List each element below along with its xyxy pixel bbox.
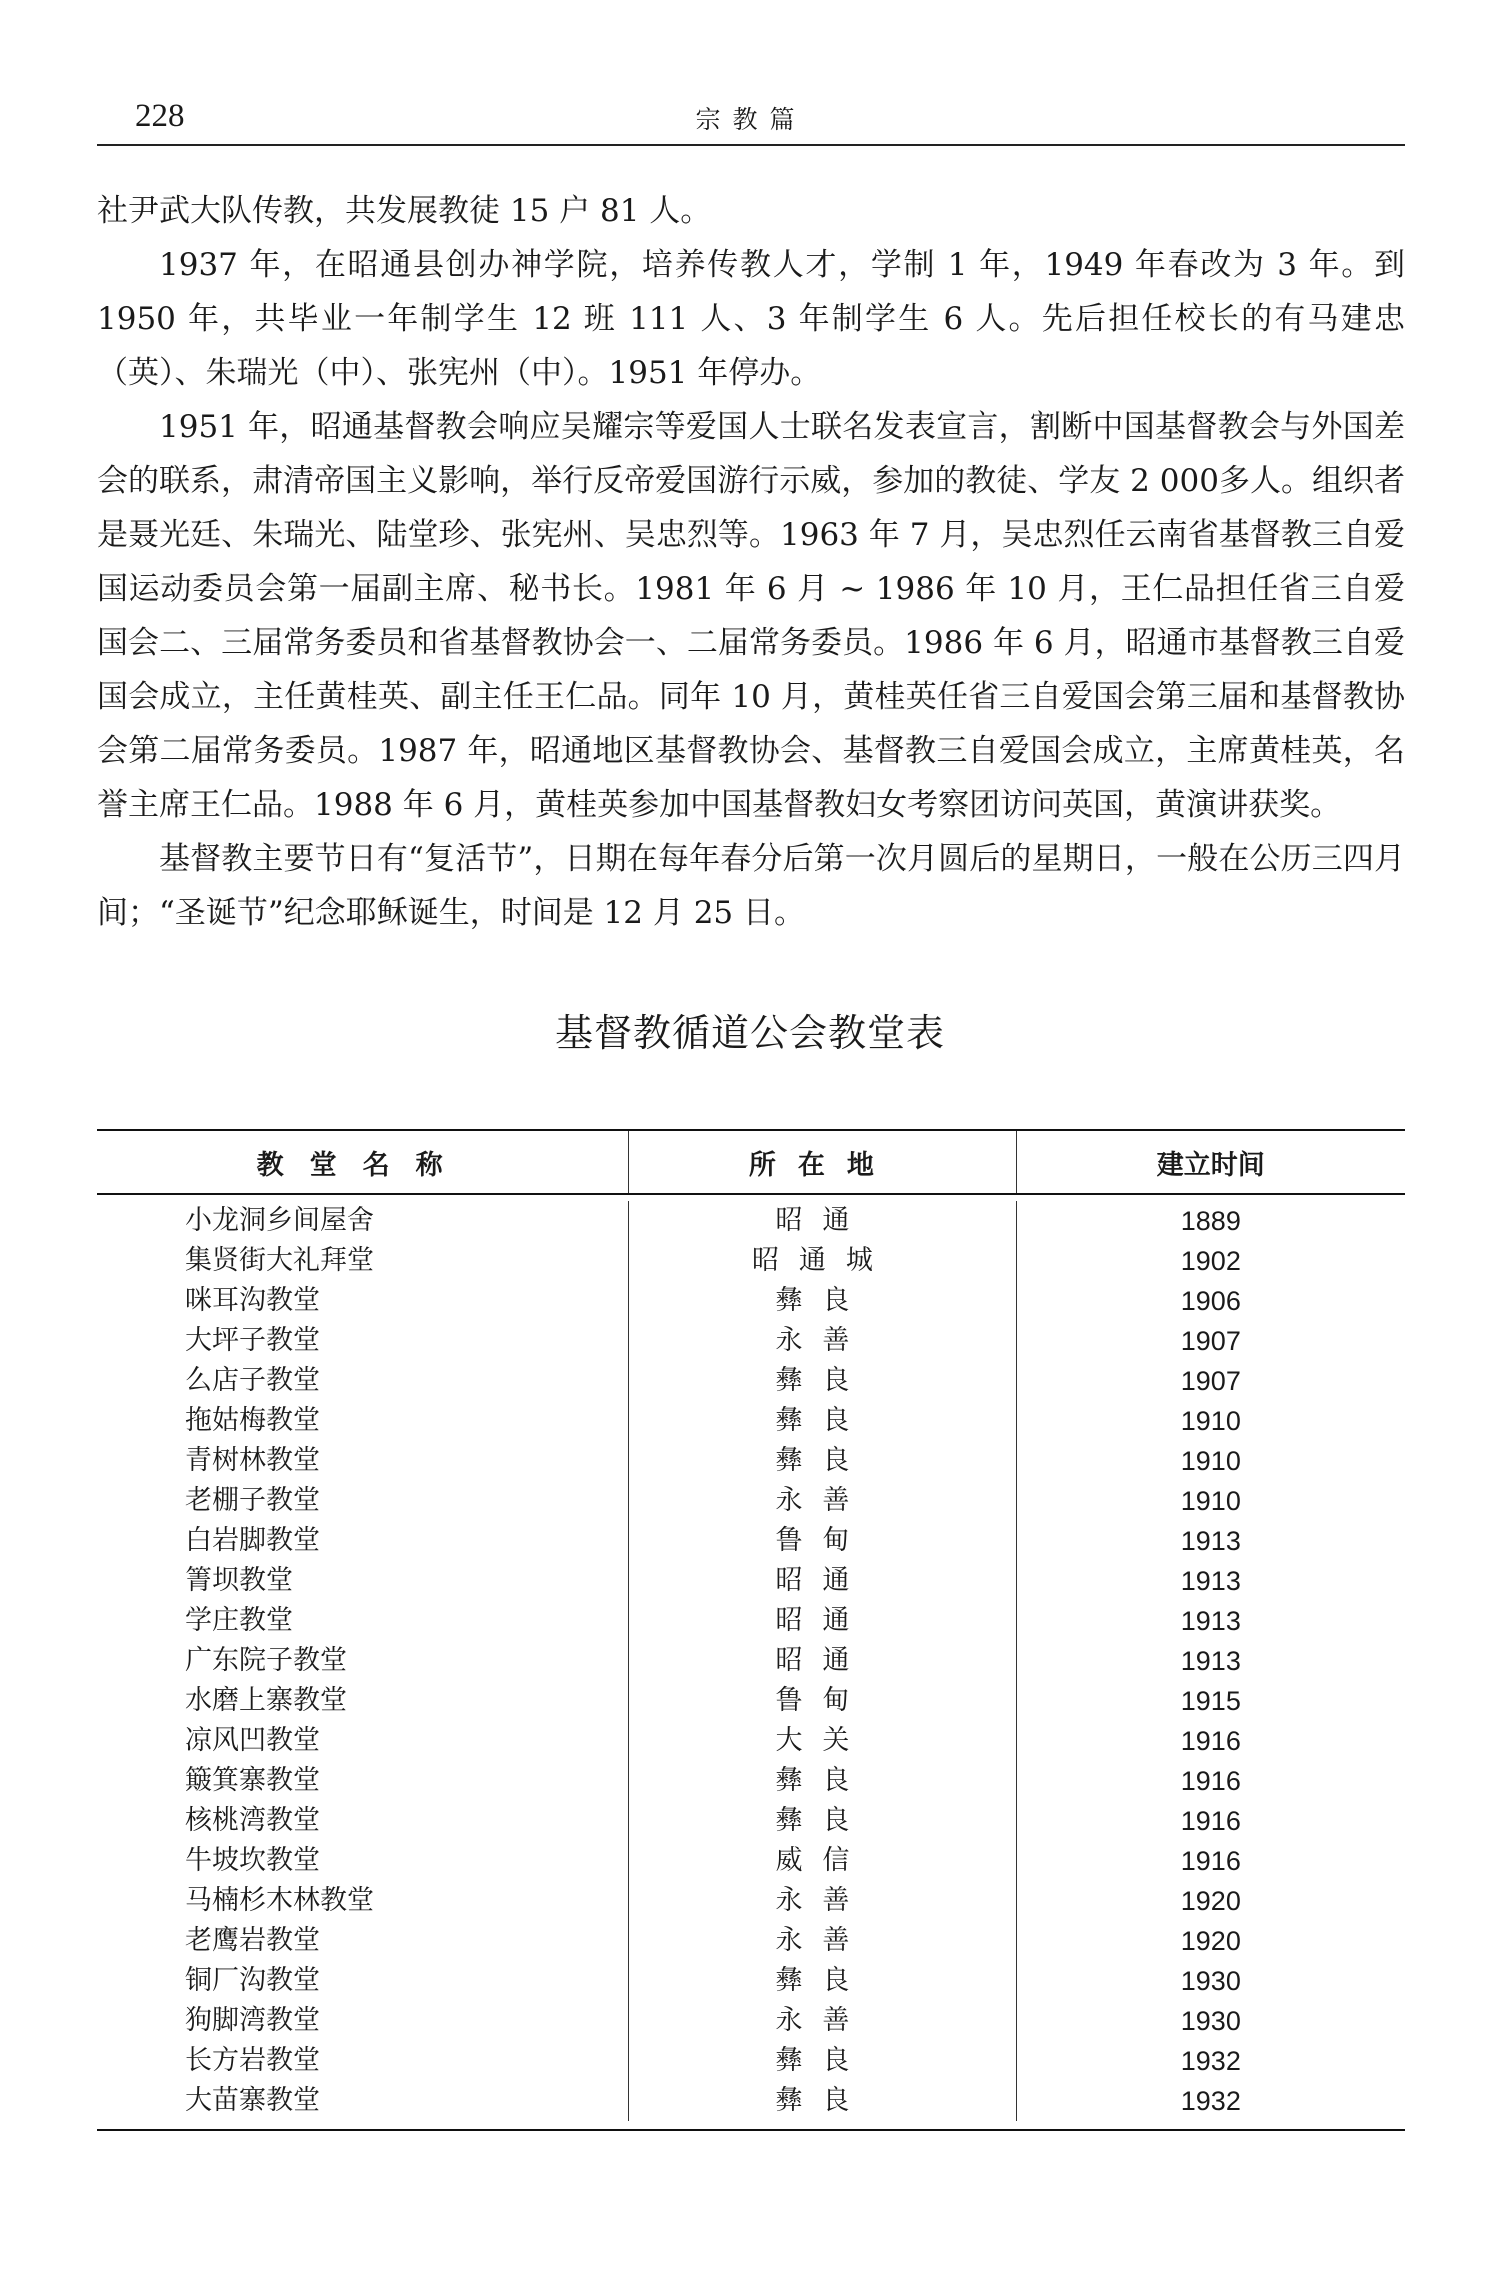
paragraph: 1937 年，在昭通县创办神学院，培养传教人才，学制 1 年，1949 年春改为 3 年。到 1950 年，共毕业一年制学生 12 班 111 人、3 年制学生 6 人。先后担任校长的有马建忠（英）、朱瑞光（中）、张宪州（中）。1951 年停办。 [97, 247, 1405, 391]
table-row [97, 1721, 1405, 1761]
location-cell: 彝良 [628, 1361, 1015, 1401]
founded-year-cell: 1916 [1016, 1761, 1405, 1801]
table-row [97, 1681, 1405, 1721]
founded-year-cell: 1889 [1016, 1201, 1405, 1241]
church-name-cell: 铜厂沟教堂 [185, 1965, 320, 1996]
column-header-church-name: 教堂名称 [256, 1149, 469, 1181]
table-row [97, 1521, 1405, 1561]
church-name-cell: 核桃湾教堂 [185, 1805, 320, 1836]
founded-year-cell: 1916 [1016, 1841, 1405, 1881]
founded-year-cell: 1913 [1016, 1601, 1405, 1641]
table-body [97, 1195, 1405, 2131]
table-row [97, 1241, 1405, 1281]
table-row [97, 1881, 1405, 1921]
location-cell: 彝良 [628, 1801, 1015, 1841]
church-name-cell: 大坪子教堂 [185, 1325, 320, 1356]
church-name-cell: 老鹰岩教堂 [185, 1925, 320, 1956]
table-row [97, 1361, 1405, 1401]
location-cell: 大关 [628, 1721, 1015, 1761]
church-name-cell: 大苗寨教堂 [185, 2085, 320, 2116]
table-row [97, 1561, 1405, 1601]
location-cell: 彝良 [628, 2041, 1015, 2081]
table-row [97, 1961, 1405, 2001]
location-cell: 彝良 [628, 1761, 1015, 1801]
table-row [97, 1401, 1405, 1441]
church-name-cell: 马楠杉木林教堂 [185, 1885, 374, 1916]
table-row [97, 1801, 1405, 1841]
paragraph: 基督教主要节日有“复活节”，日期在每年春分后第一次月圆后的星期日，一般在公历三四月间；“圣诞节”纪念耶稣诞生，时间是 12 月 25 日。 [97, 841, 1405, 931]
church-name-cell: 青树林教堂 [185, 1445, 320, 1476]
founded-year-cell: 1932 [1016, 2041, 1405, 2081]
church-name-cell: 水磨上寨教堂 [185, 1685, 347, 1716]
table-row [97, 2001, 1405, 2041]
founded-year-cell: 1920 [1016, 1921, 1405, 1961]
table-header-row [97, 1129, 1405, 1195]
founded-year-cell: 1913 [1016, 1641, 1405, 1681]
table-title: 基督教循道公会教堂表 [554, 1011, 945, 1055]
founded-year-cell: 1915 [1016, 1681, 1405, 1721]
location-cell: 彝良 [628, 1441, 1015, 1481]
paragraph: 1951 年，昭通基督教会响应吴耀宗等爱国人士联名发表宣言，割断中国基督教会与外国差会的联系，肃清帝国主义影响，举行反帝爱国游行示威，参加的教徒、学友 2 000多人。组织者是聂光廷、朱瑞光、陆堂珍、张宪州、吴忠烈等。1963 年 7 月，吴忠烈任云南省基督教三自爱国运动委员会第一届副主席、秘书长。1981 年 6 月 ~ 1986 年 10 月，王仁品担任省三自爱国会二、三届常务委员和省基督教协会一、二届常务委员。1986 年 6 月，昭通市基督教三自爱国会成立，主任黄桂英、副主任王仁品。同年 10 月，黄桂英任省三自爱国会第三届和基督教协会第二届常务委员。1987 年，昭通地区基督教协会、基督教三自爱国会成立，主席黄桂英，名誉主席王仁品。1988 年 6 月，黄桂英参加中国基督教妇女考察团访问英国，黄演讲获奖。 [97, 409, 1405, 823]
location-cell: 昭通城 [628, 1241, 1015, 1281]
location-cell: 昭通 [628, 1201, 1015, 1241]
church-name-cell: 小龙洞乡间屋舍 [185, 1205, 374, 1236]
table-row [97, 1641, 1405, 1681]
church-name-cell: 狗脚湾教堂 [185, 2005, 320, 2036]
founded-year-cell: 1902 [1016, 1241, 1405, 1281]
column-header-founded: 建立时间 [1016, 1131, 1405, 1193]
location-cell: 彝良 [628, 2081, 1015, 2121]
location-cell: 彝良 [628, 1401, 1015, 1441]
founded-year-cell: 1907 [1016, 1321, 1405, 1361]
founded-year-cell: 1932 [1016, 2081, 1405, 2121]
church-name-cell: 拖姑梅教堂 [185, 1405, 320, 1436]
location-cell: 彝良 [628, 1961, 1015, 2001]
table-row [97, 2081, 1405, 2121]
church-name-cell: 老棚子教堂 [185, 1485, 320, 1516]
church-name-cell: 集贤街大礼拜堂 [185, 1245, 374, 1276]
founded-year-cell: 1910 [1016, 1401, 1405, 1441]
table-row [97, 1441, 1405, 1481]
table-row [97, 1841, 1405, 1881]
location-cell: 昭通 [628, 1561, 1015, 1601]
founded-year-cell: 1920 [1016, 1881, 1405, 1921]
location-cell: 威信 [628, 1841, 1015, 1881]
table-row [97, 1281, 1405, 1321]
location-cell: 鲁甸 [628, 1681, 1015, 1721]
church-name-cell: 凉风凹教堂 [185, 1725, 320, 1756]
column-header-location: 所在地 [628, 1131, 1015, 1193]
founded-year-cell: 1916 [1016, 1721, 1405, 1761]
church-name-cell: 簸箕寨教堂 [185, 1765, 320, 1796]
table-row [97, 2041, 1405, 2081]
founded-year-cell: 1910 [1016, 1441, 1405, 1481]
founded-year-cell: 1910 [1016, 1481, 1405, 1521]
church-name-cell: 学庄教堂 [185, 1605, 293, 1636]
church-name-cell: 牛坡坎教堂 [185, 1845, 320, 1876]
table-row [97, 1481, 1405, 1521]
location-cell: 昭通 [628, 1641, 1015, 1681]
church-table [97, 1129, 1405, 2131]
location-cell: 鲁甸 [628, 1521, 1015, 1561]
church-name-cell: 咪耳沟教堂 [185, 1285, 320, 1316]
location-cell: 永善 [628, 1321, 1015, 1361]
church-name-cell: 箐坝教堂 [185, 1565, 293, 1596]
table-row [97, 1761, 1405, 1801]
body-text [97, 184, 1405, 940]
location-cell: 彝良 [628, 1281, 1015, 1321]
founded-year-cell: 1930 [1016, 2001, 1405, 2041]
page-header [97, 92, 1405, 146]
church-name-cell: 广东院子教堂 [185, 1645, 347, 1676]
church-name-cell: 长方岩教堂 [185, 2045, 320, 2076]
location-cell: 永善 [628, 1481, 1015, 1521]
church-name-cell: 白岩脚教堂 [185, 1525, 320, 1556]
founded-year-cell: 1907 [1016, 1361, 1405, 1401]
paragraph: 社尹武大队传教，共发展教徒 15 户 81 人。 [97, 193, 712, 229]
page-number: 228 [135, 98, 185, 134]
running-title: 宗教篇 [695, 105, 807, 134]
table-row [97, 1601, 1405, 1641]
founded-year-cell: 1913 [1016, 1561, 1405, 1601]
church-name-cell: 么店子教堂 [185, 1365, 320, 1396]
table-row [97, 1321, 1405, 1361]
table-row [97, 1921, 1405, 1961]
founded-year-cell: 1930 [1016, 1961, 1405, 2001]
location-cell: 昭通 [628, 1601, 1015, 1641]
location-cell: 永善 [628, 1881, 1015, 1921]
founded-year-cell: 1913 [1016, 1521, 1405, 1561]
table-row [97, 1201, 1405, 1241]
location-cell: 永善 [628, 1921, 1015, 1961]
founded-year-cell: 1916 [1016, 1801, 1405, 1841]
location-cell: 永善 [628, 2001, 1015, 2041]
founded-year-cell: 1906 [1016, 1281, 1405, 1321]
